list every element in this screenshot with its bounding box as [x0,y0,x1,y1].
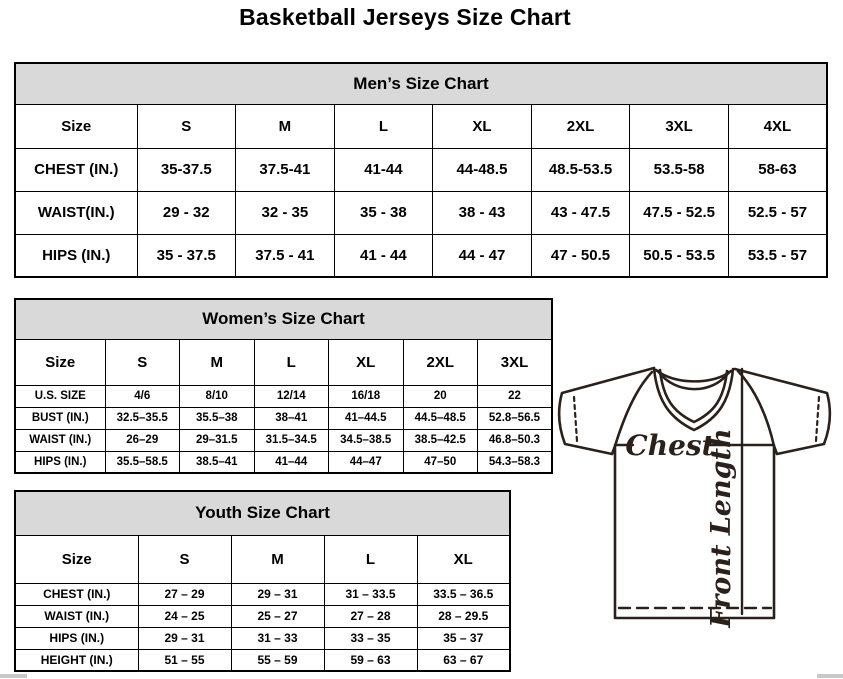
size-cell: 4/6 [105,385,180,407]
column-header: 4XL [728,104,827,148]
size-cell: 27 – 29 [138,583,231,605]
table-row [15,451,552,473]
table-row [15,627,510,649]
size-cell: 48.5-53.5 [531,148,630,191]
row-label: WAIST(IN.) [15,191,137,234]
column-header: S [138,535,231,583]
horizontal-scrollbar-thumb[interactable] [0,674,27,678]
table-row [15,191,827,234]
page-title: Basketball Jerseys Size Chart [239,4,571,30]
size-cell: 28 – 29.5 [417,605,510,627]
table-row [15,605,510,627]
row-label: HEIGHT (IN.) [15,649,138,671]
column-header: S [105,339,180,385]
column-header: 3XL [630,104,729,148]
size-cell: 38.5–41 [180,451,255,473]
row-label: WAIST (IN.) [15,429,105,451]
womens-column-header-row [15,339,552,385]
size-cell: 59 – 63 [324,649,417,671]
row-label: U.S. SIZE [15,385,105,407]
size-cell: 44 - 47 [433,234,532,277]
table-row [15,234,827,277]
size-cell: 47–50 [403,451,478,473]
size-cell: 8/10 [180,385,255,407]
size-cell: 35.5–38 [180,407,255,429]
size-cell: 37.5 - 41 [236,234,335,277]
size-cell: 31 – 33 [231,627,324,649]
size-cell: 24 – 25 [138,605,231,627]
womens-size-table [14,298,553,474]
row-label: HIPS (IN.) [15,627,138,649]
collar-rib-arc-2 [658,371,729,389]
right-armhole-seam [738,371,774,446]
column-header: 2XL [403,339,478,385]
size-cell: 33 – 35 [324,627,417,649]
column-header: L [254,339,329,385]
size-cell: 38 - 43 [433,191,532,234]
horizontal-scrollbar-fragment[interactable] [817,674,843,678]
size-cell: 44–47 [329,451,404,473]
table-row [15,583,510,605]
size-cell: 31 – 33.5 [324,583,417,605]
size-cell: 26–29 [105,429,180,451]
size-cell: 12/14 [254,385,329,407]
size-cell: 32 - 35 [236,191,335,234]
size-cell: 47 - 50.5 [531,234,630,277]
table-row [15,649,510,671]
size-cell: 16/18 [329,385,404,407]
size-cell: 52.5 - 57 [728,191,827,234]
size-cell: 41–44 [254,451,329,473]
size-cell: 29 – 31 [231,583,324,605]
row-label: CHEST (IN.) [15,583,138,605]
size-cell: 43 - 47.5 [531,191,630,234]
size-cell: 53.5 - 57 [728,234,827,277]
size-cell: 53.5-58 [630,148,729,191]
size-cell: 35 – 37 [417,627,510,649]
row-label: HIPS (IN.) [15,451,105,473]
size-cell: 29 – 31 [138,627,231,649]
column-header: Size [15,339,105,385]
size-cell: 35 - 38 [334,191,433,234]
column-header: 3XL [478,339,553,385]
size-cell: 46.8–50.3 [478,429,553,451]
size-cell: 33.5 – 36.5 [417,583,510,605]
size-cell: 34.5–38.5 [329,429,404,451]
size-cell: 35-37.5 [137,148,236,191]
column-header: XL [329,339,404,385]
size-cell: 58-63 [728,148,827,191]
left-cuff-dashed-line [574,397,577,441]
size-cell: 55 – 59 [231,649,324,671]
jersey-outline [559,368,830,618]
size-cell: 31.5–34.5 [254,429,329,451]
size-cell: 52.8–56.5 [478,407,553,429]
size-cell: 44-48.5 [433,148,532,191]
right-cuff-dashed-line [816,397,819,441]
column-header: L [334,104,433,148]
row-label: CHEST (IN.) [15,148,137,191]
row-label: BUST (IN.) [15,407,105,429]
size-cell: 50.5 - 53.5 [630,234,729,277]
row-label: WAIST (IN.) [15,605,138,627]
size-cell: 38–41 [254,407,329,429]
column-header: S [137,104,236,148]
size-cell: 47.5 - 52.5 [630,191,729,234]
jersey-measurement-diagram [553,360,843,652]
size-cell: 32.5–35.5 [105,407,180,429]
size-cell: 41 - 44 [334,234,433,277]
youth-size-table [14,490,511,672]
size-cell: 38.5–42.5 [403,429,478,451]
size-cell: 22 [478,385,553,407]
column-header: XL [433,104,532,148]
size-cell: 29–31.5 [180,429,255,451]
column-header: M [180,339,255,385]
front-length-label: Front Length [706,428,737,628]
chest-label: Chest [625,429,715,462]
mens-table-title: Men’s Size Chart [15,63,827,104]
table-row [15,148,827,191]
column-header: Size [15,535,138,583]
size-cell: 51 – 55 [138,649,231,671]
table-row [15,429,552,451]
size-cell: 27 – 28 [324,605,417,627]
size-cell: 63 – 67 [417,649,510,671]
column-header: XL [417,535,510,583]
table-row [15,385,552,407]
size-cell: 44.5–48.5 [403,407,478,429]
column-header: 2XL [531,104,630,148]
size-cell: 25 – 27 [231,605,324,627]
row-label: HIPS (IN.) [15,234,137,277]
column-header: M [231,535,324,583]
mens-size-table [14,62,828,278]
size-cell: 35 - 37.5 [137,234,236,277]
size-cell: 54.3–58.3 [478,451,553,473]
mens-column-header-row [15,104,827,148]
column-header: M [236,104,335,148]
size-cell: 20 [403,385,478,407]
size-cell: 29 - 32 [137,191,236,234]
table-row [15,407,552,429]
womens-table-title: Women’s Size Chart [15,299,552,339]
youth-column-header-row [15,535,510,583]
size-cell: 41–44.5 [329,407,404,429]
column-header: Size [15,104,137,148]
size-cell: 37.5-41 [236,148,335,191]
size-cell: 41-44 [334,148,433,191]
column-header: L [324,535,417,583]
size-cell: 35.5–58.5 [105,451,180,473]
youth-table-title: Youth Size Chart [15,491,510,535]
